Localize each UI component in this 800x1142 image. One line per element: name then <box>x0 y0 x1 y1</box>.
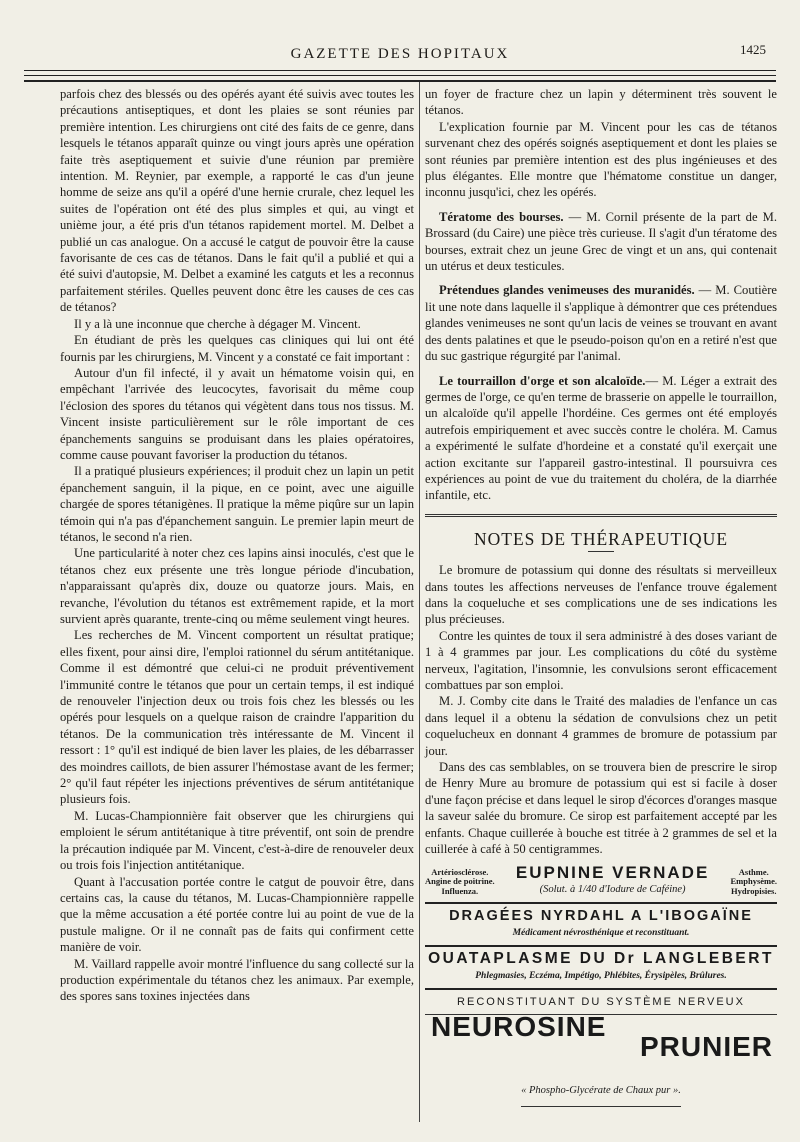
ad-divider <box>425 902 777 904</box>
right-column <box>425 86 777 1107</box>
paragraph: Il a pratiqué plusieurs expériences; il produit chez un lapin un petit épanchement sanguin, il la pique, en ce point, avec une aiguille chargée de spores tétanigènes. Il pratique la même piqûre sur un lapin témoin qui n'a pas d'épanchement sanguin. Le premier lapin meurt de tétanos, le second n'a rien. <box>60 464 414 544</box>
left-column <box>60 86 414 1005</box>
ad-dragees-sub: Médicament névrosthénique et reconstituant. <box>512 927 690 938</box>
paragraph: M. J. Comby cite dans le Traité des maladies de l'enfance un cas dans lequel il a obtenu la sédation de convulsions chez un petit coquelucheux en donnant 4 grammes de bromure de potassium par jour. <box>425 694 777 758</box>
ad-eupnine <box>425 865 777 898</box>
ad-eupnine-left <box>425 868 495 897</box>
paragraph: Autour d'un fil infecté, il y avait un hématome voisin qui, en empêchant l'arrivée des leucocytes, favorisait du même coup l'éclosion des spores du tétanos qui végètent dans tous nos tissus. M. Vincent insiste particulièrement sur le rôle important de ces épanchements sanguins se produisant dans les plaies opératoires, comme cause pouvant favoriser la production du tétanos. <box>60 365 414 462</box>
paragraph: Quant à l'accusation portée contre le catgut de pouvoir être, dans certains cas, la cause du tétanos, M. Lucas-Championnière rappelle que la même accusation a été portée contre lui au point de vue de la pustule maligne. Or il ne connaît pas de faits qui confirment cette manière de voir. <box>60 874 414 955</box>
ad-eupnine-name: EUPNINE VERNADE <box>515 863 710 883</box>
section-teratome <box>425 209 777 275</box>
section-heading: Tératome des bourses. <box>439 209 564 224</box>
page-header-title: GAZETTE DES HOPITAUX <box>290 46 510 62</box>
ad-bottom-rule <box>521 1106 681 1107</box>
ad-neurosine-name: NEUROSINE <box>431 1011 607 1043</box>
ad-text: Angine de poitrine. <box>425 876 495 887</box>
header-rule-2 <box>24 75 776 76</box>
section-tourraillon <box>425 373 777 504</box>
paragraph: Dans des cas semblables, on se trouvera bien de prescrire le sirop de Henry Mure au bromure de potassium qui est si facile à doser d'une façon précise et dans lequel le sirop d'écorces d'oranges masque la saveur salée du bromure. Ce sirop est parfaitement accepté par les enfants. Chaque cuillerée à bouche est titrée à 2 grammes de sel et la cuillerée à café à 50 centigrammes. <box>425 760 777 857</box>
header-rule-3 <box>24 80 776 82</box>
ad-eupnine-sub: (Solut. à 1/40 d'Iodure de Caféine) <box>539 883 686 895</box>
section-glandes <box>425 282 777 364</box>
paragraph: M. Lucas-Championnière fait observer que les chirurgiens qui emploient le sérum antitétanique à titre préventif, ont soin de prendre la précaution indiquée par M. Vincent, c'est-à-dire de renouveler deux ou trois fois l'injection antitétanique. <box>60 808 414 873</box>
ad-eupnine-right <box>730 868 777 897</box>
paragraph: M. Vaillard rappelle avoir montré l'influence du sang collecté sur la production expérimentale du tétanos chez les animaux. Par exemple, des spores sans toxines injectées dans <box>60 956 414 1004</box>
page-number: 1425 <box>740 42 766 57</box>
title-underline <box>588 551 614 552</box>
advertisements <box>425 865 777 1106</box>
ad-ouata-name: OUATAPLASME DU Dr LANGLEBERT <box>428 950 774 968</box>
ad-neurosine <box>425 1011 777 1081</box>
ad-text: Hydropisies. <box>731 885 777 896</box>
paragraph: Il y a là une inconnue que cherche à dégager M. Vincent. <box>74 316 361 331</box>
notes-title: NOTES DE THÉRAPEUTIQUE <box>473 528 729 549</box>
ad-dragees-name: DRAGÉES NYRDAHL A L'IBOGAÏNE <box>449 908 753 925</box>
paragraph: un foyer de fracture chez un lapin y déterminent très souvent le tétanos. <box>425 87 777 118</box>
paragraph: Une particularité à noter chez ces lapins ainsi inoculés, c'est que le tétanos chez eux présente une très longue période d'incubation, n'apparaissant qu'après dix, douze ou quatorze jours. Mais, en revanche, l'évolution du tétanos est extrêmement rapide, et la mort survient après quarante, trente-cinq ou même seulement vingt heures. <box>60 546 414 626</box>
column-divider <box>419 82 420 1122</box>
section-text: — M. Léger a extrait des germes de l'orge, ce qu'en terme de brasserie on appelle le tourraillon, un alcaloïde qu'il appelle l'hordéine. Ces germes ont été employés autrefois empiriquement et avec succès contre le choléra. M. Camus a expérimenté le sulfate d'hordeine et a constaté qu'il exerçait une action excitante sur l'appareil gastro-intestinal. Il poursuivra ces expériences au point de vue du traitement du choléra, de la diarrhée infantile, etc. <box>425 373 778 503</box>
paragraph: L'explication fournie par M. Vincent pour les cas de tétanos survenant chez des opérés soignés aseptiquement et dont les plaies se sont réunies par première intention est des plus ingénieuses et des plus élégantes. Elle montre que l'hématome constitue un danger, inconnu jusqu'ici, chez les opérés. <box>425 119 777 200</box>
ad-text: Artériosclérose. <box>431 866 489 877</box>
paragraph: parfois chez des blessés ou des opérés ayant été suivis avec toutes les précautions antiseptiques, et dont les plaies se sont réunies par première intention. Les chirurgiens ont cité des faits de ce genre, dans lesquels le tétanos apparaît quinze ou vingt jours après une opération faite très aseptiquement et suivie d'une réunion par première intention. M. Reynier, par exemple, a rapporté le cas d'un jeune homme de seize ans qu'il a opéré d'une hernie crurale, chez lequel les suites de l'opération ont été des plus simples et qui, au vingt et unième jour, a été pris d'un tétanos rapidement mortel. M. Delbet a publié un cas analogue. On a accusé le catgut de pouvoir être la cause favorisante de ces cas de tétanos. Dans le fait qu'il a publié et qui a été suivi d'autopsie, M. Delbet a examiné les catguts et les a reconnus parfaitement stériles. Quelles peuvent donc être les causes de ces cas de tétanos? <box>60 87 414 315</box>
ad-text: Asthme. <box>738 866 769 877</box>
ad-phospho: « Phospho-Glycérate de Chaux pur ». <box>521 1085 681 1097</box>
ad-divider <box>425 945 777 947</box>
header-rule <box>24 70 776 71</box>
ad-reconstituant: RECONSTITUANT DU SYSTÈME NERVEUX <box>457 995 745 1008</box>
section-text: — M. Coutière lit une note dans laquelle il s'applique à démontrer que ces prétendues glandes venimeuses ne sont qu'un lacis de veines se trouvant en avant des dents palatines et que le pseudo-poison qu'on en a retiré n'est que du suc gastrique régurgité par l'animal. <box>425 283 777 364</box>
section-separator <box>425 514 777 517</box>
section-text: — M. Cornil présente de la part de M. Brossard (du Caire) une pièce très curieuse. Il s'agit d'un tératome des bourses, extrait chez un jeune Grec de vingt et un ans, qui contenait un utérus et deux testicules. <box>425 209 777 274</box>
paragraph: En étudiant de près les quelques cas cliniques qui lui ont été fournis par les chirurgiens, M. Vincent y a constaté ce fait important : <box>60 333 414 364</box>
section-heading: Le tourraillon d'orge et son alcaloïde. <box>439 373 646 388</box>
ad-text: Influenza. <box>441 885 479 896</box>
section-heading: Prétendues glandes venimeuses des muranidés. <box>439 283 695 298</box>
ad-ouata-sub: Phlegmasies, Eczéma, Impétigo, Phlébites, Érysipèles, Brûlures. <box>475 970 727 981</box>
paragraph: Le bromure de potassium qui donne des résultats si merveilleux dans toutes les affections nerveuses de l'enfance trouve également dans la coqueluche et ses complications une de ses indications les plus précieuses. <box>425 563 777 627</box>
paragraph: Contre les quintes de toux il sera administré à des doses variant de 1 à 4 grammes par jour. Les complications du côté du système nerveux, l'agitation, l'insomnie, les convulsions seront efficacement combattues par son emploi. <box>425 628 777 692</box>
ad-divider <box>425 988 777 990</box>
paragraph: Les recherches de M. Vincent comportent un résultat pratique; elles fixent, pour ainsi dire, l'emploi rationnel du sérum antitétanique. Comme il est démontré que celui-ci ne produit préventivement l'immunité contre le tétanos que pour un certain temps, il est indiqué de renouveler l'injection deux ou trois fois chez les blessés ou les opérés pour lesquels on a quelque raison de craindre l'apparition du tétanos. De la communication très intéressante de M. Vincent il ressort : 1° qu'il est indiqué de bien laver les plaies, de les débarrasser des moindres caillots, de bien assurer l'hémostase avant de les fermer; 2° qu'il faut répéter les injections préventives de sérum antitétanique plusieurs fois. <box>60 628 414 807</box>
ad-text: Emphysème. <box>730 876 777 887</box>
ad-eupnine-center <box>495 865 731 898</box>
ad-prunier-name: PRUNIER <box>639 1031 773 1063</box>
